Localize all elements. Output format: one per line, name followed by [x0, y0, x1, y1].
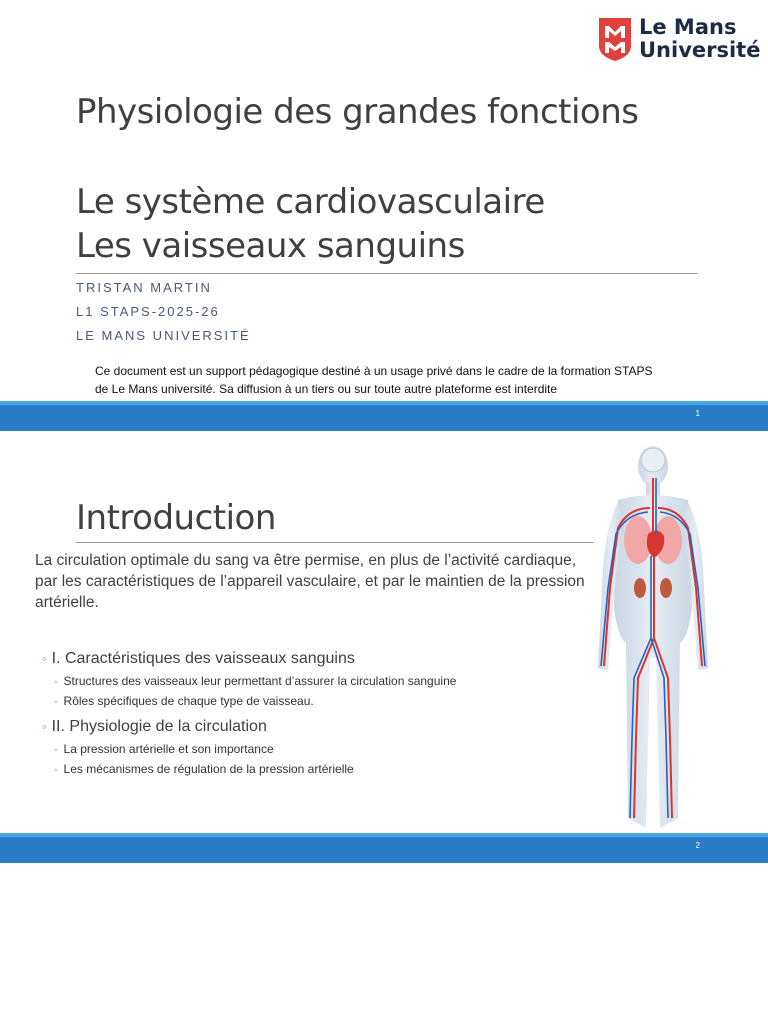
outline-subitem-text: Structures des vaisseaux leur permettant d’assurer la circulation sanguine — [63, 674, 457, 688]
author-info — [76, 279, 251, 351]
footer-accent-line — [0, 401, 768, 405]
intro-paragraph: La circulation optimale du sang va être permise, en plus de l’activité cardiaque, par les caractéristiques de l’appareil vasculaire, et par le maintien de la pression artérielle. — [35, 552, 585, 611]
page-number: 1 — [695, 409, 700, 418]
cardiovascular-body-illustration — [588, 438, 718, 834]
bullet-circle-icon: ◦ — [42, 719, 47, 734]
bullet-circle-icon: ◦ — [54, 677, 58, 688]
course-title: Physiologie des grandes fonctions — [76, 92, 639, 132]
outline-subitem-text: La pression artérielle et son importance — [63, 742, 274, 756]
outline-subitem — [42, 692, 602, 712]
outline-subitem — [42, 760, 602, 780]
logo-line-1: Le Mans — [639, 15, 737, 39]
university-logo — [597, 15, 761, 64]
notice-line-1: Ce document est un support pédagogique destiné à un usage privé dans le cadre de la formation STAPS — [95, 364, 653, 378]
course-subtitle — [76, 180, 545, 268]
page-number: 2 — [695, 841, 700, 850]
outline-label: I. Caractéristiques des vaisseaux sanguins — [51, 650, 355, 667]
slide-footer — [0, 401, 768, 431]
notice-line-2: de Le Mans université. Sa diffusion à un tiers ou sur toute autre plateforme est interdite — [95, 382, 558, 396]
outline-label: II. Physiologie de la circulation — [51, 718, 267, 735]
title-divider — [76, 273, 698, 274]
bullet-circle-icon: ◦ — [54, 697, 58, 708]
slide-1 — [0, 0, 768, 432]
shield-logo-icon — [597, 16, 633, 62]
subtitle-line-1: Le système cardiovasculaire — [76, 182, 545, 222]
outline-subitem — [42, 740, 602, 760]
author-name: TRISTAN MARTIN — [76, 280, 212, 295]
slide-title: Introduction — [76, 498, 276, 538]
bullet-circle-icon: ◦ — [54, 765, 58, 776]
course-year: L1 STAPS-2025-26 — [76, 304, 220, 319]
slide-2 — [0, 432, 768, 864]
title-divider — [76, 542, 594, 543]
slide-footer — [0, 833, 768, 863]
outline-subitem-text: Rôles spécifiques de chaque type de vaisseau. — [63, 694, 314, 708]
outline-subitem — [42, 672, 602, 692]
bullet-circle-icon: ◦ — [54, 745, 58, 756]
institution: LE MANS UNIVERSITÉ — [76, 328, 251, 343]
subtitle-line-2: Les vaisseaux sanguins — [76, 226, 465, 266]
usage-notice — [95, 362, 705, 398]
footer-accent-line — [0, 833, 768, 837]
logo-line-2: Université — [639, 38, 761, 62]
bullet-circle-icon: ◦ — [42, 651, 47, 666]
outline-subitem-text: Les mécanismes de régulation de la pression artérielle — [63, 762, 354, 776]
outline-item — [42, 648, 602, 670]
outline-list — [42, 648, 602, 780]
outline-item — [42, 716, 602, 738]
